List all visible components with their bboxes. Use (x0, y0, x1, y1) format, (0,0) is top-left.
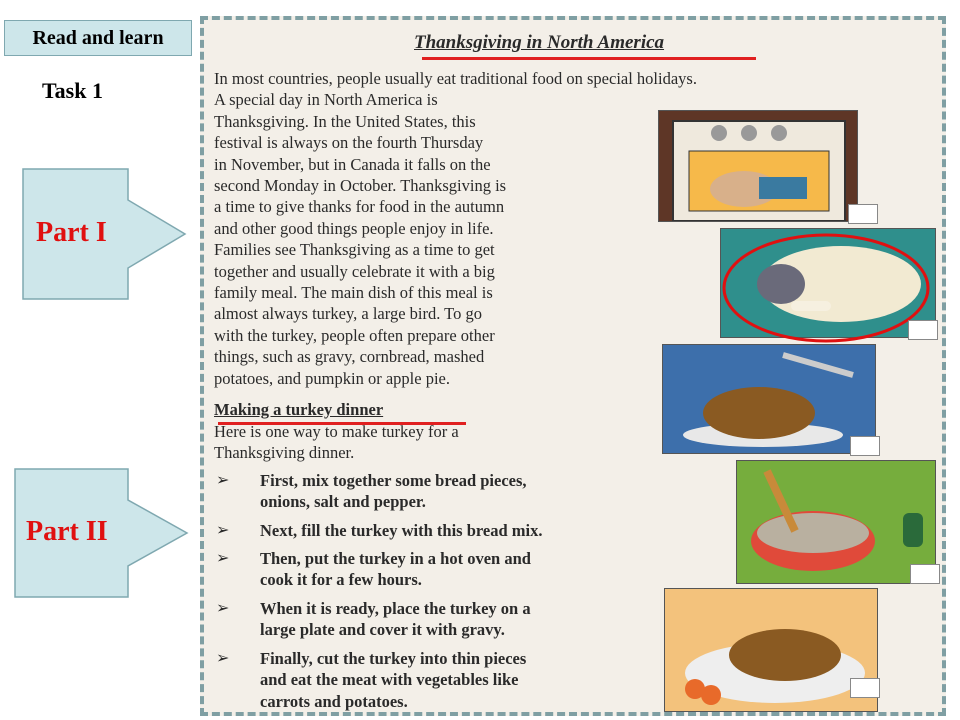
paragraph-line: things, such as gravy, cornbread, mashed (214, 347, 485, 367)
textbook-page (200, 16, 946, 716)
paragraph-line: potatoes, and pumpkin or apple pie. (214, 368, 450, 388)
paragraph-line: A special day in North America is (214, 90, 438, 110)
step-line: Next, fill the turkey with this bread mix. (260, 521, 543, 540)
step-line: large plate and cover it with gravy. (260, 620, 505, 640)
paragraph-line: second Monday in October. Thanksgiving is (214, 176, 507, 196)
intro-line: Thanksgiving dinner. (214, 443, 355, 463)
section-heading: Making a turkey dinner (214, 400, 384, 419)
step-line: Then, put the turkey in a hot oven and (260, 549, 531, 568)
arrow-bullet-icon: ➢ (216, 600, 230, 617)
part1-label: Part I (36, 217, 107, 248)
steps-intro (214, 421, 574, 464)
part2-label: Part II (26, 516, 108, 547)
paragraph-line: In most countries, people usually eat traditional food on special holidays. (214, 69, 697, 88)
paragraph-line: almost always turkey, a large bird. To go (214, 304, 482, 324)
paragraph-line: together and usually celebrate it with a big (214, 261, 495, 281)
oven-turkey-picture (658, 110, 858, 222)
step-line: and eat the meat with vegetables like (260, 670, 519, 690)
step-line: carrots and potatoes. (260, 691, 408, 711)
step-line: Finally, cut the turkey into thin pieces (260, 649, 527, 668)
arrow-bullet-icon: ➢ (216, 522, 230, 539)
arrow-bullet-icon: ➢ (216, 550, 230, 567)
paragraph-line: festival is always on the fourth Thursday (214, 133, 484, 153)
carving-turkey-picture (664, 588, 878, 712)
paragraph-line: a time to give thanks for food in the autumn (214, 197, 505, 217)
highlight-circle (720, 230, 934, 348)
gravy-turkey-picture (662, 344, 876, 454)
paragraph-line: family meal. The main dish of this meal is (214, 283, 493, 303)
intro-paragraph (214, 68, 697, 389)
picture5-checkbox[interactable] (850, 678, 880, 698)
step-line: When it is ready, place the turkey on a (260, 599, 531, 618)
paragraph-line: in November, but in Canada it falls on the (214, 154, 491, 174)
step-line: onions, salt and pepper. (260, 492, 426, 512)
mixing-bowl-picture (736, 460, 936, 584)
picture4-checkbox[interactable] (910, 564, 940, 584)
picture2-checkbox[interactable] (908, 320, 938, 340)
step-text (260, 470, 527, 513)
step-text (260, 548, 531, 591)
step-line: cook it for a few hours. (260, 570, 422, 590)
intro-line: Here is one way to make turkey for a (214, 422, 459, 441)
read-and-learn-label: Read and learn (4, 20, 192, 56)
page-title: Thanksgiving in North America (414, 32, 665, 53)
picture1-checkbox[interactable] (848, 204, 878, 224)
step-line: First, mix together some bread pieces, (260, 471, 527, 490)
title-underline (422, 57, 756, 60)
paragraph-line: with the turkey, people often prepare other (214, 325, 495, 345)
step-text (260, 520, 542, 541)
picture3-checkbox[interactable] (850, 436, 880, 456)
step-text (260, 648, 526, 712)
arrow-bullet-icon: ➢ (216, 472, 230, 489)
step-text (260, 598, 531, 641)
paragraph-line: and other good things people enjoy in life. (214, 218, 494, 238)
task-label: Task 1 (42, 78, 103, 103)
paragraph-line: Thanksgiving. In the United States, this (214, 111, 476, 131)
arrow-bullet-icon: ➢ (216, 650, 230, 667)
paragraph-line: Families see Thanksgiving as a time to get (214, 240, 495, 260)
